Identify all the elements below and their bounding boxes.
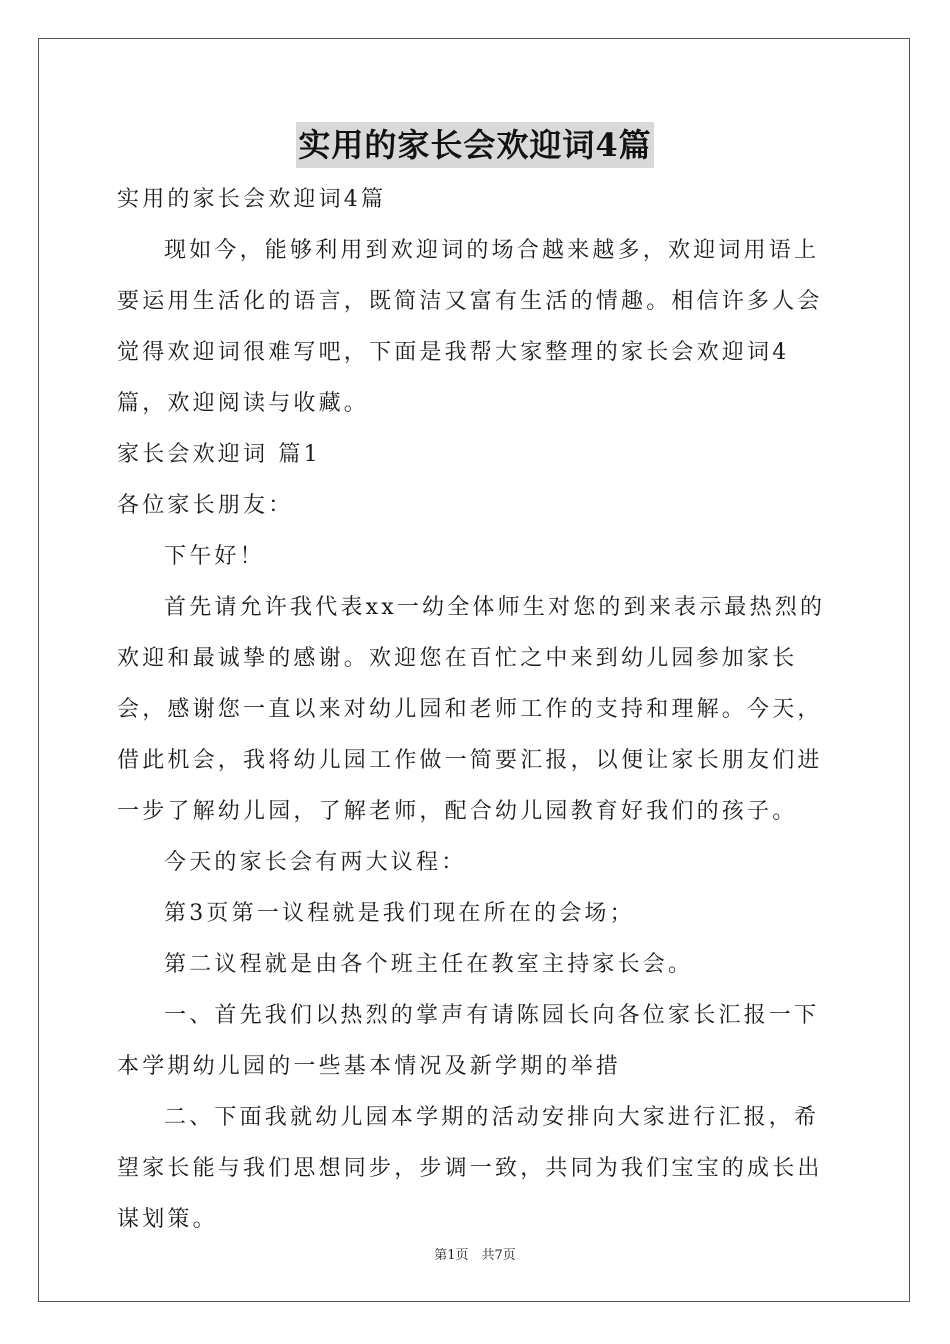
- paragraph-agenda-2: 第二议程就是由各个班主任在教室主持家长会。: [164, 952, 694, 977]
- paragraph-item-1: 一、首先我们以热烈的掌声有请陈园长向各位家长汇报一下本学期幼儿园的一些基本情况及新学期的举措: [117, 1003, 820, 1079]
- document-body: [117, 174, 837, 1245]
- paragraph-salutation: 各位家长朋友：: [117, 493, 294, 518]
- paragraph-welcome: 首先请允许我代表xx一幼全体师生对您的到来表示最热烈的欢迎和最诚挚的感谢。欢迎您在百忙之中来到幼儿园参加家长会，感谢您一直以来对幼儿园和老师工作的支持和理解。今天，借此机会，我将幼儿园工作做一简要汇报，以便让家长朋友们进一步了解幼儿园，了解老师，配合幼儿园教育好我们的孩子。: [117, 595, 826, 824]
- paragraph-agenda-1: 第3页第一议程就是我们现在所在的会场；: [164, 901, 635, 926]
- section-heading: 家长会欢迎词 篇1: [117, 442, 321, 467]
- paragraph-intro: 现如今，能够利用到欢迎词的场合越来越多，欢迎词用语上要运用生活化的语言，既简洁又富有生活的情趣。相信许多人会觉得欢迎词很难写吧，下面是我帮大家整理的家长会欢迎词4篇，欢迎阅读与收藏。: [117, 238, 823, 416]
- page-footer: 第1页 共7页: [434, 1248, 516, 1263]
- paragraph-agenda: 今天的家长会有两大议程：: [164, 850, 467, 875]
- paragraph-greeting: 下午好！: [164, 544, 265, 569]
- document-title: 实用的家长会欢迎词4篇: [296, 122, 653, 168]
- paragraph-item-2: 二、下面我就幼儿园本学期的活动安排向大家进行汇报，希望家长能与我们思想同步，步调一致，共同为我们宝宝的成长出谋划策。: [117, 1105, 823, 1232]
- paragraph-subtitle: 实用的家长会欢迎词4篇: [117, 187, 387, 212]
- title-container: [0, 122, 950, 168]
